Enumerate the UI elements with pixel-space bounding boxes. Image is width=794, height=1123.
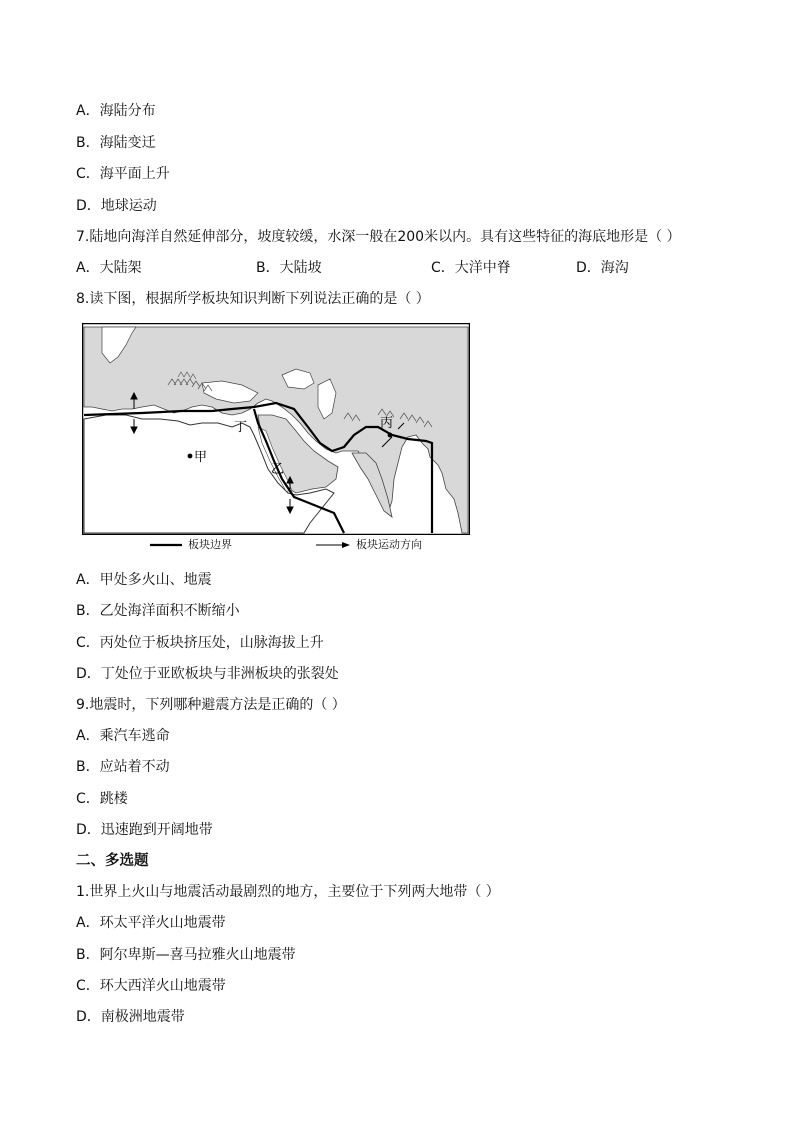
arrow-icon [316,541,350,549]
q8-option-b[interactable]: B．乙处海洋面积不断缩小 [76,603,240,619]
q8-stem: 8.读下图，根据所学板块知识判断下列说法正确的是（ ） [76,291,430,307]
q8-option-d[interactable]: D．丁处位于亚欧板块与非洲板块的张裂处 [76,666,339,682]
s2-q1-option-a[interactable]: A．环太平洋火山地震带 [76,915,226,931]
q9-option-b[interactable]: B．应站着不动 [76,759,170,775]
q9-option-d[interactable]: D．迅速跑到开阔地带 [76,822,213,838]
q8-option-a[interactable]: A．甲处多火山、地震 [76,572,212,588]
q6-option-c[interactable]: C．海平面上升 [76,166,170,182]
q8-option-c[interactable]: C．丙处位于板块挤压处，山脉海拔上升 [76,635,324,651]
legend-direction [316,538,422,552]
section-title: 二、多选题 [76,853,149,869]
boundary-line-icon [150,542,182,548]
map-label-bing: 丙 [380,416,394,431]
q7-option-c[interactable]: C．大洋中脊 [431,260,511,276]
s2-q1-option-c[interactable]: C．环大西洋火山地震带 [76,978,226,994]
s2-q1-stem: 1.世界上火山与地震活动最剧烈的地方，主要位于下列两大地带（ ） [76,884,500,900]
q7-option-b[interactable]: B．大陆坡 [256,260,322,276]
plate-map [82,323,470,535]
q6-option-a[interactable]: A．海陆分布 [76,103,156,119]
s2-q1-option-d[interactable]: D．南极洲地震带 [76,1009,185,1025]
legend-direction-label: 板块运动方向 [356,538,422,551]
q7-stem: 7.陆地向海洋自然延伸部分，坡度较缓，水深一般在200米以内。具有这些特征的海底地形是（ ） [76,229,681,245]
map-label-yi: 乙 [271,462,285,477]
q6-option-d[interactable]: D．地球运动 [76,198,157,214]
q9-option-c[interactable]: C．跳楼 [76,791,128,807]
q7-option-a[interactable]: A．大陆架 [76,260,142,276]
legend-boundary [150,538,232,552]
q6-option-b[interactable]: B．海陆变迁 [76,135,156,151]
map-label-ding: 丁 [234,420,248,435]
q7-option-d[interactable]: D．海沟 [576,260,629,276]
map-label-jia: 甲 [194,450,208,465]
q9-option-a[interactable]: A．乘汽车逃命 [76,728,170,744]
legend-boundary-label: 板块边界 [188,538,232,551]
s2-q1-option-b[interactable]: B．阿尔卑斯—喜马拉雅火山地震带 [76,947,296,963]
q9-stem: 9.地震时，下列哪种避震方法是正确的（ ） [76,697,346,713]
